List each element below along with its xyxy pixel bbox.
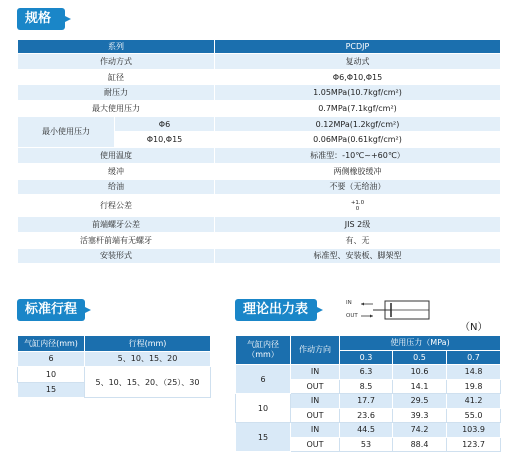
bore-label: Φ6 xyxy=(115,116,215,132)
value-cell: 44.5 xyxy=(340,423,393,438)
direction-cell: IN xyxy=(291,365,340,380)
table-row xyxy=(236,394,501,409)
value-cell: 41.2 xyxy=(447,394,501,409)
table-row xyxy=(18,367,211,383)
value-cell: 123.7 xyxy=(447,437,501,452)
table-row xyxy=(18,54,501,70)
cylinder-icon xyxy=(343,299,433,323)
row-value: 两侧橡胶缓冲 xyxy=(215,163,501,179)
row-label: 作动方式 xyxy=(18,54,215,70)
table-row xyxy=(18,101,501,117)
force-table xyxy=(235,335,501,452)
row-label: 缸径 xyxy=(18,69,215,85)
direction-cell: IN xyxy=(291,423,340,438)
header-stroke: 行程(mm) xyxy=(85,336,211,352)
row-value: 有、无 xyxy=(215,232,501,248)
pressure-0.7: 0.7 xyxy=(447,350,501,365)
header-direction: 作动方向 xyxy=(291,336,340,365)
header-model: PCDJP xyxy=(215,40,501,54)
table-row xyxy=(236,423,501,438)
pressure-0.5: 0.5 xyxy=(393,350,447,365)
value-cell: 23.6 xyxy=(340,408,393,423)
table-row xyxy=(18,179,501,195)
value-cell: 19.8 xyxy=(447,379,501,394)
row-value: JIS 2级 xyxy=(215,217,501,233)
value-cell: 74.2 xyxy=(393,423,447,438)
table-row xyxy=(18,351,211,367)
row-label: 给油 xyxy=(18,179,215,195)
header-pressure: 使用压力（MPa) xyxy=(340,336,501,351)
bore-cell: 15 xyxy=(236,423,291,452)
value-cell: 8.5 xyxy=(340,379,393,394)
row-value: 不要（无给油） xyxy=(215,179,501,195)
header-bore: 气缸内径(mm) xyxy=(18,336,85,352)
stroke-table xyxy=(17,335,211,398)
value-cell: 29.5 xyxy=(393,394,447,409)
value-cell: 14.1 xyxy=(393,379,447,394)
row-value: 0.06MPa(0.61kgf/cm²) xyxy=(215,132,501,148)
row-label: 最大使用压力 xyxy=(18,101,215,117)
min-pressure-label: 最小使用压力 xyxy=(18,116,115,147)
row-label: 活塞杆前端有无螺牙 xyxy=(18,232,215,248)
table-row xyxy=(18,85,501,101)
bore-cell: 6 xyxy=(18,351,85,367)
header-bore: 气缸内径（mm） xyxy=(236,336,291,365)
bore-cell: 10 xyxy=(236,394,291,423)
value-cell: 53 xyxy=(340,437,393,452)
tolerance-value xyxy=(215,195,501,217)
table-header-row xyxy=(236,336,501,351)
table-row xyxy=(18,217,501,233)
row-value: 0.12MPa(1.2kgf/cm²) xyxy=(215,116,501,132)
table-header-row xyxy=(18,40,501,54)
row-value: 标准型、安装板、脚架型 xyxy=(215,248,501,264)
row-label: 行程公差 xyxy=(18,195,215,217)
tolerance-upper: +1.0 xyxy=(350,199,365,206)
table-row xyxy=(18,163,501,179)
value-cell: 10.6 xyxy=(393,365,447,380)
table-row xyxy=(18,116,501,132)
row-label: 缓冲 xyxy=(18,163,215,179)
pressure-0.3: 0.3 xyxy=(340,350,393,365)
table-row xyxy=(18,195,501,217)
value-cell: 55.0 xyxy=(447,408,501,423)
row-label: 耐压力 xyxy=(18,85,215,101)
table-row xyxy=(18,148,501,164)
header-series: 系列 xyxy=(18,40,215,54)
value-cell: 6.3 xyxy=(340,365,393,380)
row-value: Φ6,Φ10,Φ15 xyxy=(215,69,501,85)
table-row xyxy=(18,69,501,85)
value-cell: 39.3 xyxy=(393,408,447,423)
row-label: 安装形式 xyxy=(18,248,215,264)
spec-table xyxy=(17,39,501,264)
table-row xyxy=(236,365,501,380)
value-cell: 88.4 xyxy=(393,437,447,452)
row-value: 0.7MPa(7.1kgf/cm²) xyxy=(215,101,501,117)
stroke-cell: 5、10、15、20 xyxy=(85,351,211,367)
direction-cell: OUT xyxy=(291,379,340,394)
cylinder-diagram xyxy=(343,299,433,323)
bore-label: Φ10,Φ15 xyxy=(115,132,215,148)
bore-cell: 10 xyxy=(18,367,85,383)
row-label: 使用温度 xyxy=(18,148,215,164)
row-label: 前端螺牙公差 xyxy=(18,217,215,233)
bore-cell: 15 xyxy=(18,382,85,398)
table-row xyxy=(18,248,501,264)
in-label: IN xyxy=(346,300,352,306)
direction-cell: IN xyxy=(291,394,340,409)
table-header-row xyxy=(18,336,211,352)
unit-label: （N） xyxy=(460,322,488,333)
force-badge: 理论出力表 xyxy=(235,299,317,321)
out-label: OUT xyxy=(346,313,358,319)
stroke-badge: 标准行程 xyxy=(17,299,85,321)
spec-badge: 规格 xyxy=(17,8,65,30)
direction-cell: OUT xyxy=(291,408,340,423)
bore-cell: 6 xyxy=(236,365,291,394)
tolerance-lower: 0 xyxy=(355,205,360,212)
row-value: 1.05MPa(10.7kgf/cm²) xyxy=(215,85,501,101)
value-cell: 14.8 xyxy=(447,365,501,380)
row-value: 标准型：-10℃~+60℃） xyxy=(215,148,501,164)
table-row xyxy=(18,232,501,248)
value-cell: 103.9 xyxy=(447,423,501,438)
row-value: 复动式 xyxy=(215,54,501,70)
value-cell: 17.7 xyxy=(340,394,393,409)
direction-cell: OUT xyxy=(291,437,340,452)
stroke-cell: 5、10、15、20、（25）、30 xyxy=(85,367,211,398)
